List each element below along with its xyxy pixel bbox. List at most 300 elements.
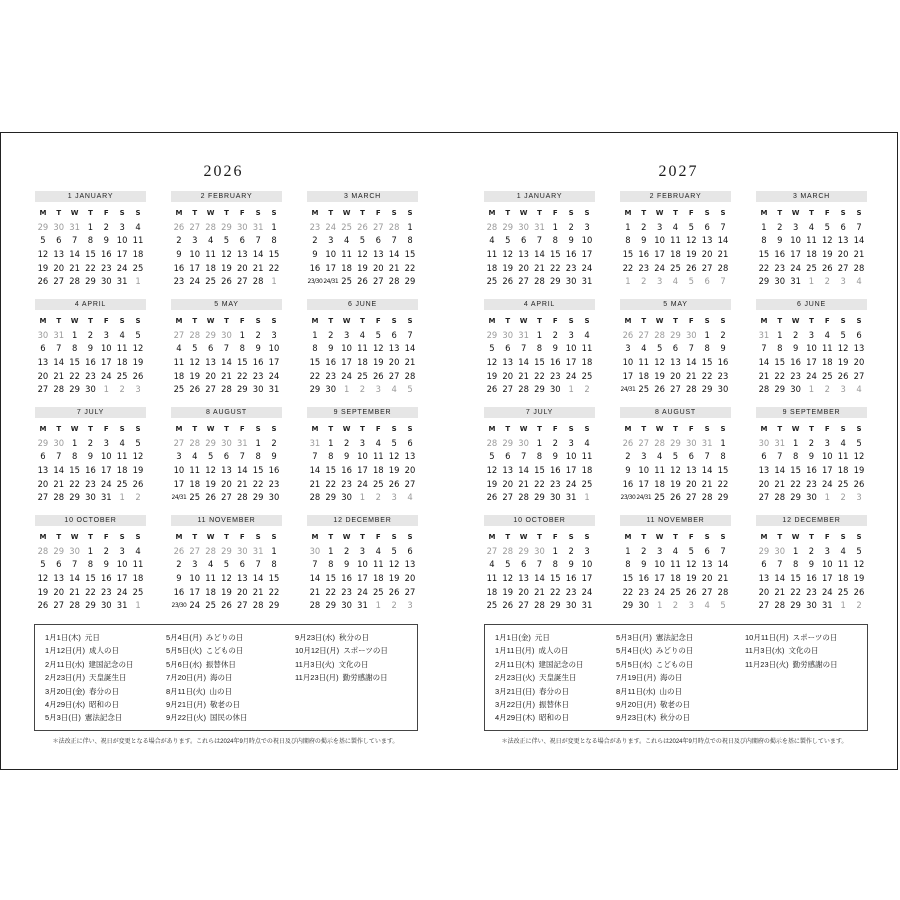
day-cell: 24 [581,262,593,273]
weekday-label: S [135,425,141,433]
day-cell: 8 [407,235,413,246]
day-cell: 28 [758,384,770,395]
day-cell: 23 [100,262,112,273]
day-cell: 3 [641,451,647,462]
day-cell: 9 [641,235,647,246]
day-cell: 16 [565,573,577,584]
day-cell: 30 [638,600,650,611]
holiday-entry [495,711,583,724]
weekday-label: T [641,209,647,217]
holiday-name: 春分の日 [89,686,120,696]
adjacent-month-day: 29 [758,545,770,556]
day-cell: 22 [717,478,729,489]
day-cell: 3 [584,545,590,556]
day-cell: 17 [821,465,833,476]
day-cell: 16 [85,465,96,476]
month-name: 2 FEBRUARY [171,191,282,202]
weekday-label: S [391,425,397,433]
day-cell: 2 [103,545,109,556]
month-name: 12 DECEMBER [756,515,867,526]
day-cell: 24 [357,586,368,597]
day-cell: 14 [717,235,729,246]
day-cell: 25 [173,384,185,395]
holiday-name: 天皇誕生日 [89,673,127,683]
day-cell: 16 [252,357,264,368]
day-cell: 4 [375,437,381,448]
day-cell: 16 [806,573,817,584]
month-block [756,191,867,289]
day-grid [307,315,418,397]
holiday-date: 9月22日(火) [166,713,207,723]
holiday-column [45,631,133,725]
day-cell: 3 [343,329,350,340]
adjacent-month-day: 27 [189,221,201,232]
day-cell: 29 [404,276,416,287]
day-cell: 23 [565,586,577,597]
day-cell: 13 [701,235,713,246]
weekday-label: M [624,209,632,217]
adjacent-month-day: 26 [622,329,634,340]
holiday-entry [45,644,133,657]
day-cell: 13 [758,465,770,476]
day-cell: 5 [856,545,862,556]
day-cell: 13 [372,249,384,260]
day-cell: 4 [343,235,350,246]
day-cell: 2 [312,235,318,246]
day-cell: 20 [53,586,65,597]
adjacent-month-day: 31 [534,221,545,232]
day-cell: 21 [404,357,416,368]
day-cell: 29 [790,492,801,503]
adjacent-month-day: 4 [856,276,862,287]
day-cell: 23 [774,262,786,273]
holiday-list [34,624,418,731]
day-cell: 9 [552,451,558,462]
day-cell: 14 [534,249,545,260]
adjacent-month-day: 30 [685,329,697,340]
day-cell: 25 [189,492,201,503]
holiday-name: 憲法記念日 [655,633,694,642]
day-cell: 10 [638,465,650,476]
month-block [171,515,282,613]
weekday-label: F [688,209,694,217]
day-cell: 13 [236,573,248,584]
day-cell: 25 [654,492,665,503]
day-cell: 4 [808,221,815,232]
day-cell: 28 [53,492,65,503]
day-cell: 29 [774,384,786,395]
day-cell: 28 [534,276,545,287]
day-cell: 26 [685,586,697,597]
day-cell: 14 [309,465,321,476]
weekday-label: T [56,533,62,541]
day-cell: 9 [808,559,815,570]
day-cell: 24 [189,276,201,287]
day-cell: 31 [821,600,833,611]
day-cell: 20 [837,249,849,260]
day-cell: 21 [518,478,529,489]
weekday-label: S [135,317,141,325]
day-cell: 9 [568,559,574,570]
holiday-name: 天皇誕生日 [539,673,577,683]
day-cell: 15 [717,465,729,476]
adjacent-month-day: 29 [518,545,529,556]
day-cell: 7 [777,451,783,462]
adjacent-month-day: 2 [856,600,862,611]
day-cell: 28 [774,492,786,503]
day-cell: 22 [85,586,96,597]
day-cell: 22 [549,586,561,597]
day-cell: 1 [536,437,543,448]
day-cell: 17 [638,478,650,489]
adjacent-month-day: 2 [375,492,381,503]
adjacent-month-day: 5 [407,384,413,395]
day-cell: 23 [85,370,96,381]
day-cell: 26 [486,384,498,395]
day-cell: 2 [87,437,94,448]
weekday-label: T [673,209,678,217]
day-cell: 29 [309,384,321,395]
holiday-entry [616,685,693,698]
adjacent-month-day: 1 [375,600,381,611]
weekday-label: W [791,317,800,325]
holiday-name: 秋分の日 [339,633,370,642]
weekday-label: S [584,533,590,541]
holiday-date: 5月4日(月) [166,633,202,642]
day-grid [171,531,282,613]
day-cell: 11 [205,249,216,260]
day-cell: 18 [670,249,681,260]
day-cell: 4 [672,221,679,232]
day-cell: 6 [505,343,511,354]
weekday-label: W [655,425,664,433]
holiday-date: 8月11日(水) [616,686,656,696]
adjacent-month-day: 31 [236,437,248,448]
day-cell: 11 [116,343,128,354]
holiday-entry [495,685,583,698]
adjacent-month-day: 30 [221,437,232,448]
adjacent-month-day: 5 [688,276,694,287]
adjacent-month-day: 30 [502,329,514,340]
adjacent-month-day: 29 [221,221,232,232]
month-block [484,407,595,505]
day-cell: 19 [486,370,498,381]
day-cell: 3 [359,545,366,556]
weekday-label: W [342,425,351,433]
day-cell: 6 [391,329,397,340]
adjacent-month-day: 29 [53,545,65,556]
day-cell: 1 [328,437,334,448]
day-cell: 22 [758,262,770,273]
day-cell: 6 [375,235,381,246]
adjacent-month-day: 29 [670,437,681,448]
day-cell: 17 [189,586,201,597]
weekday-label: F [824,425,830,433]
weekday-label: T [777,425,783,433]
day-cell: 28 [534,600,545,611]
day-cell: 18 [341,262,352,273]
day-cell: 31 [116,276,128,287]
day-cell: 28 [309,492,321,503]
holiday-entry [495,698,583,711]
day-cell: 13 [53,249,65,260]
day-cell: 22 [325,478,337,489]
day-grid [620,315,731,397]
day-cell: 16 [341,573,352,584]
day-cell: 19 [132,357,144,368]
day-cell: 10 [565,343,577,354]
day-cell: 19 [502,262,514,273]
day-cell: 23 [549,370,561,381]
day-cell: 1 [407,221,413,232]
day-cell: 15 [774,357,786,368]
weekday-label: T [224,533,229,541]
day-cell: 24/31 [171,494,187,502]
holiday-name: 山の日 [659,686,682,696]
weekday-label: M [39,533,47,541]
day-cell: 3 [824,437,830,448]
adjacent-month-day: 30 [53,437,65,448]
day-cell: 14 [717,559,729,570]
day-cell: 28 [236,492,248,503]
weekday-label: S [391,209,397,217]
day-cell: 10 [173,465,185,476]
day-cell: 20 [502,370,514,381]
day-cell: 17 [325,262,337,273]
day-cell: 15 [701,357,713,368]
month-block [620,191,731,289]
weekday-label: M [311,209,319,217]
day-cell: 23 [268,478,280,489]
holiday-date: 7月19日(月) [616,673,657,683]
day-cell: 21 [701,478,713,489]
weekday-label: W [70,317,79,325]
day-cell: 15 [790,465,801,476]
day-cell: 30 [100,600,112,611]
day-cell: 14 [758,357,770,368]
day-cell: 2 [720,329,726,340]
holiday-name: 振替休日 [539,699,570,709]
day-cell: 18 [357,357,368,368]
day-cell: 9 [255,343,261,354]
day-cell: 2 [176,559,182,570]
day-cell: 21 [221,370,232,381]
day-cell: 16 [774,249,786,260]
weekday-label: W [791,533,800,541]
day-cell: 29 [69,492,80,503]
day-cell: 5 [688,221,694,232]
day-cell: 20 [53,262,65,273]
weekday-label: F [375,425,381,433]
weekday-label: T [192,425,198,433]
day-cell: 4 [375,545,381,556]
day-cell: 30 [565,600,577,611]
holiday-date: 11月23日(火) [745,659,789,669]
weekday-label: S [720,533,726,541]
day-cell: 11 [670,559,681,570]
day-cell: 7 [688,343,694,354]
weekday-label: M [488,317,496,325]
day-cell: 20 [518,262,529,273]
holiday-name: みどりの日 [655,646,694,656]
day-cell: 27 [685,492,697,503]
weekday-label: S [391,533,397,541]
day-cell: 15 [534,465,545,476]
day-cell: 26 [357,276,368,287]
day-cell: 2 [625,451,631,462]
weekday-label: S [119,317,125,325]
weekday-label: T [673,533,678,541]
day-cell: 13 [685,465,697,476]
day-cell: 30 [268,492,280,503]
day-cell: 25 [581,370,593,381]
day-cell: 27 [53,600,65,611]
month-block [35,299,146,397]
adjacent-month-day: 28 [189,437,201,448]
day-cell: 30 [325,384,337,395]
day-cell: 23 [173,276,185,287]
day-cell: 7 [520,451,527,462]
weekday-label: F [552,317,558,325]
day-cell: 25 [357,370,368,381]
day-cell: 23 [85,478,96,489]
day-cell: 6 [840,221,846,232]
weekday-label: S [255,317,261,325]
day-cell: 8 [71,451,78,462]
day-cell: 10 [357,559,368,570]
day-cell: 24/31 [636,494,652,502]
day-cell: 16 [549,357,561,368]
day-cell: 24 [357,478,368,489]
day-cell: 13 [221,465,232,476]
day-cell: 12 [189,357,201,368]
day-cell: 10 [806,343,817,354]
adjacent-month-day: 30 [309,545,321,556]
day-cell: 24 [116,262,128,273]
day-cell: 7 [71,559,78,570]
adjacent-month-day: 1 [656,600,663,611]
weekday-label: T [505,533,511,541]
adjacent-month-day: 1 [135,276,141,287]
adjacent-month-day: 28 [37,545,49,556]
day-cell: 2 [87,329,94,340]
holiday-entry [166,685,248,698]
holiday-entry [295,644,388,657]
day-cell: 30 [565,276,577,287]
day-cell: 18 [372,465,384,476]
day-cell: 27 [518,276,529,287]
day-cell: 1 [71,329,78,340]
day-cell: 13 [404,451,416,462]
day-cell: 17 [116,249,128,260]
weekday-label: S [840,533,846,541]
day-cell: 28 [252,600,264,611]
month-name: 9 SEPTEMBER [307,407,418,418]
holiday-name: 山の日 [209,686,232,696]
day-cell: 17 [341,357,352,368]
day-cell: 14 [518,357,529,368]
day-cell: 10 [654,559,665,570]
day-cell: 1 [536,329,543,340]
day-cell: 18 [205,262,216,273]
holiday-name: 元日 [534,633,550,642]
day-cell: 4 [840,437,846,448]
day-cell: 4 [489,559,495,570]
day-cell: 27 [37,492,49,503]
day-cell: 26 [486,492,498,503]
month-block [620,515,731,613]
day-cell: 11 [581,451,593,462]
day-cell: 5 [207,451,214,462]
month-name: 1 JANUARY [484,191,595,202]
month-name: 3 MARCH [756,191,867,202]
day-cell: 25 [638,384,650,395]
day-cell: 12 [837,343,849,354]
day-cell: 14 [404,343,416,354]
adjacent-month-day: 4 [856,384,862,395]
adjacent-month-day: 2 [391,600,397,611]
day-cell: 1 [552,545,558,556]
holiday-date: 3月21日(日) [495,686,536,696]
day-cell: 11 [486,249,498,260]
day-cell: 15 [252,465,264,476]
day-cell: 2 [552,437,558,448]
day-cell: 12 [486,357,498,368]
day-cell: 15 [85,573,96,584]
month-name: 10 OCTOBER [35,515,146,526]
day-cell: 10 [268,343,280,354]
day-cell: 7 [777,559,783,570]
day-cell: 26 [685,262,697,273]
month-name: 11 NOVEMBER [620,515,731,526]
adjacent-month-day: 4 [407,492,413,503]
day-cell: 15 [268,249,280,260]
day-cell: 21 [774,478,786,489]
holiday-entry [166,711,248,724]
day-cell: 20 [518,586,529,597]
adjacent-month-day: 3 [407,600,413,611]
month-name: 7 JULY [484,407,595,418]
day-cell: 6 [761,451,767,462]
day-grid [484,423,595,505]
day-cell: 1 [239,329,245,340]
day-cell: 14 [69,573,80,584]
month-block [307,515,418,613]
day-cell: 12 [388,559,400,570]
day-cell: 31 [581,276,593,287]
adjacent-month-day: 2 [840,492,846,503]
day-cell: 1 [792,545,799,556]
day-cell: 12 [853,559,865,570]
holiday-entry [166,698,248,711]
day-cell: 25 [837,586,849,597]
weekday-label: S [704,425,710,433]
day-cell: 5 [40,559,46,570]
day-cell: 12 [372,343,384,354]
holiday-entry [495,644,583,657]
day-cell: 23 [100,586,112,597]
day-cell: 9 [625,465,631,476]
day-cell: 5 [505,235,511,246]
weekday-label: F [375,533,381,541]
day-cell: 15 [236,357,248,368]
day-cell: 13 [701,559,713,570]
day-cell: 22 [236,370,248,381]
holiday-name: こどもの日 [205,646,244,656]
day-cell: 23 [549,478,561,489]
adjacent-month-day: 31 [309,437,321,448]
day-cell: 10 [821,559,833,570]
